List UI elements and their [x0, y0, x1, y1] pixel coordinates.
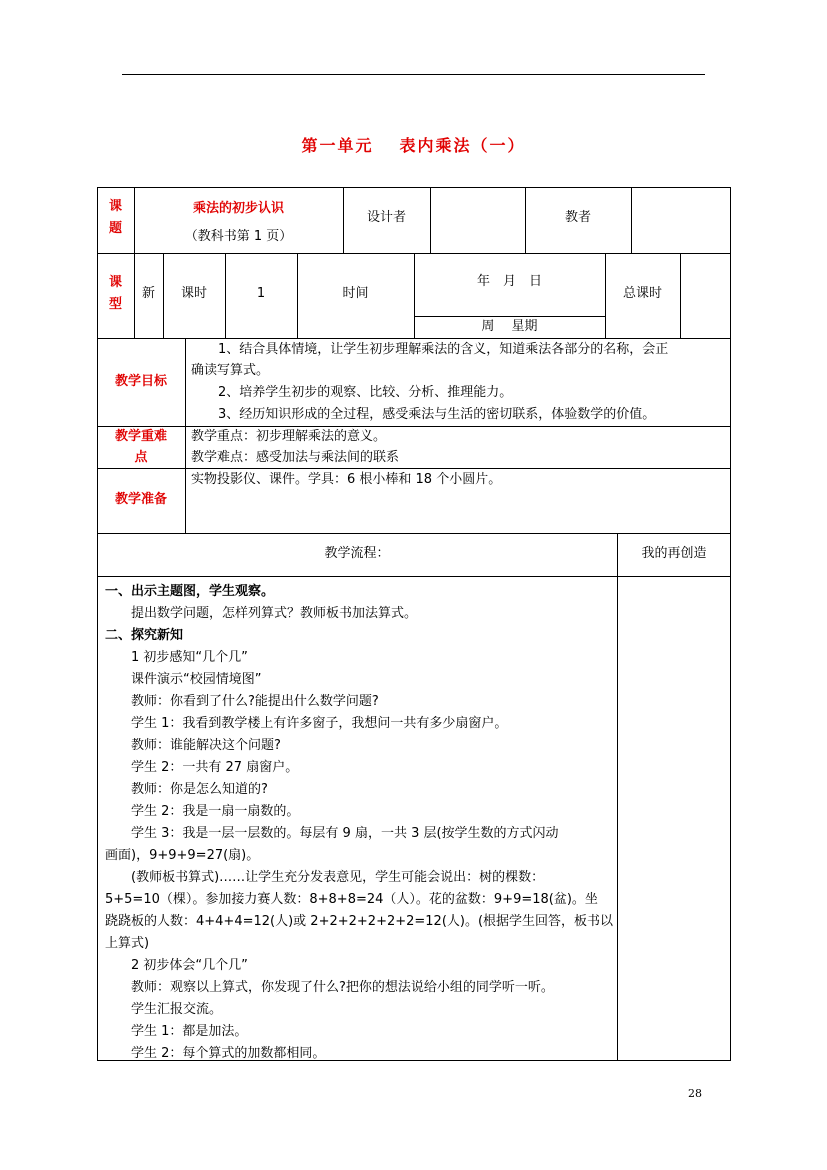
- process-line: 画面)，9+9+9=27(扇)。: [105, 848, 260, 863]
- textbook-source: （教科书第 1 页）: [184, 229, 293, 244]
- process-line: 二、探究新知: [105, 628, 184, 643]
- topic-label: [97, 196, 134, 240]
- col-divider: [617, 533, 618, 1061]
- process-line: 课件演示“校园情境图”: [105, 672, 262, 687]
- process-line: 教师：你看到了什么?能提出什么数学问题?: [105, 694, 379, 709]
- goal-line: 1、结合具体情境，让学生初步理解乘法的含义，知道乘法各部分的名称，会正: [218, 342, 669, 357]
- col-divider: [185, 338, 186, 533]
- teacher-label: 教者: [564, 210, 591, 225]
- total-hours-label: 总课时: [622, 286, 662, 301]
- prep-text: 实物投影仪、课件。学具：6 根小棒和 18 个小圆片。: [191, 472, 502, 487]
- keypoints-label-line2: 点: [134, 450, 148, 465]
- row-divider: [97, 533, 731, 534]
- goals-label: 教学目标: [114, 374, 167, 389]
- process-line: 学生汇报交流。: [105, 1002, 223, 1017]
- col-divider: [631, 187, 632, 253]
- process-line: 跷跷板的人数：4+4+4=12(人)或 2+2+2+2+2+2=12(人)。(根据学生回答，板书以: [105, 914, 614, 929]
- process-line: (教师板书算式)……让学生充分发表意见，学生可能会说出：树的棵数：: [105, 870, 545, 885]
- col-divider: [680, 253, 681, 338]
- process-line: 学生 2：一共有 27 扇窗户。: [105, 760, 299, 775]
- time-label: 时间: [342, 286, 369, 301]
- process-line: 提出数学问题，怎样列算式？教师板书加法算式。: [105, 606, 418, 621]
- process-line: 上算式): [105, 936, 150, 951]
- date-line: 年 月 日: [476, 274, 542, 289]
- process-line: 学生 3：我是一层一层数的。每层有 9 扇，一共 3 层(按学生数的方式闪动: [105, 826, 559, 841]
- header-rule: [122, 74, 705, 75]
- week-line: 周 星期: [481, 319, 538, 334]
- keypoints-label-line1: 教学重难: [114, 429, 167, 444]
- type-label: [97, 272, 134, 316]
- process-line: 学生 2：每个算式的加数都相同。: [105, 1046, 326, 1061]
- unit-title: 表内乘法（一）: [399, 136, 526, 155]
- row-divider: [97, 576, 731, 577]
- keypoint-line: 教学重点：初步理解乘法的意义。: [191, 429, 387, 444]
- prep-label: 教学准备: [114, 492, 167, 507]
- goal-line: 3、经历知识形成的全过程，感受乘法与生活的密切联系，体验数学的价值。: [218, 407, 656, 422]
- keypoints-label: [97, 426, 185, 468]
- process-line: 5+5=10（棵）。参加接力赛人数：8+8+8=24（人）。花的盆数：9+9=18(盆)。坐: [105, 892, 598, 907]
- unit-label: 第一单元: [301, 136, 374, 155]
- topic-label-char1: 课: [108, 199, 122, 214]
- process-body: [105, 581, 613, 1065]
- process-header: 教学流程：: [324, 546, 390, 561]
- process-line: 学生 2：我是一扇一扇数的。: [105, 804, 300, 819]
- page-number: 28: [688, 1087, 702, 1100]
- hours-label: 课时: [180, 286, 207, 301]
- process-line: 教师：观察以上算式，你发现了什么?把你的想法说给小组的同学听一听。: [105, 980, 554, 995]
- topic-label-char2: 题: [108, 221, 122, 236]
- recreate-header: 我的再创造: [641, 546, 707, 561]
- process-line: 教师：你是怎么知道的?: [105, 782, 268, 797]
- topic-title: 乘法的初步认识: [192, 201, 284, 216]
- process-line: 2 初步体会“几个几”: [105, 958, 248, 973]
- page-title: [0, 133, 827, 156]
- process-line: 学生 1：都是加法。: [105, 1024, 248, 1039]
- type-label-char2: 型: [108, 297, 122, 312]
- process-line: 学生 1：我看到教学楼上有许多窗子，我想问一共有多少扇窗户。: [105, 716, 508, 731]
- process-line: 教师：谁能解决这个问题?: [105, 738, 281, 753]
- hours-value: 1: [256, 286, 266, 301]
- lesson-type-value: 新: [141, 286, 155, 301]
- type-label-char1: 课: [108, 275, 122, 290]
- process-line: 1 初步感知“几个几”: [105, 650, 248, 665]
- process-line: 一、出示主题图，学生观察。: [105, 584, 275, 599]
- goal-line: 确读写算式。: [191, 363, 270, 378]
- goal-line: 2、培养学生初步的观察、比较、分析、推理能力。: [218, 385, 513, 400]
- col-divider: [430, 187, 431, 253]
- difficulty-line: 教学难点：感受加法与乘法间的联系: [191, 450, 400, 465]
- designer-label: 设计者: [366, 210, 406, 225]
